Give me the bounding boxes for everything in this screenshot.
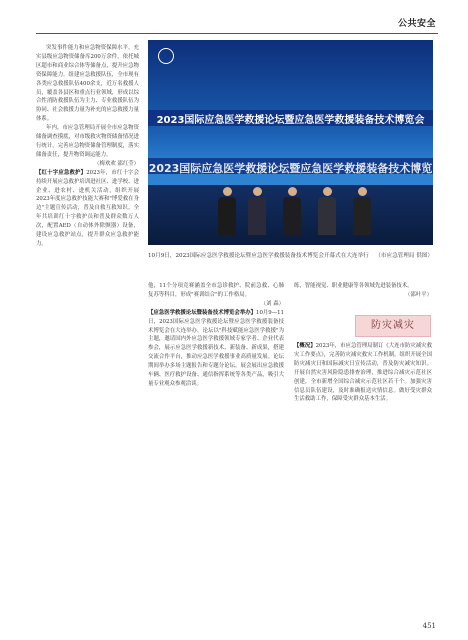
column-2 [148,282,284,616]
col1-author: （梅欢欢 邵红莹） [94,160,139,167]
col1-paragraph-1: 突发事件能力和应急物资保障水平。充实县级应急物资储备库200万余件，依托城区超市和商业综合体等储备点，提升应急物资保障能力。组建应急救援队伍，全市现有各类应急救援队伍400余支，近万名救援人员，覆盖各县区和重点行业领域，形成以综合性消防救援队伍为主力、专业救援队伍为协同、社会救援力量为补充的应急救援力量体系。 [36,45,139,123]
person-figure [248,187,266,235]
banner-text-1: 2023国际应急医学救援论坛暨应急医学救援装备技术博览会 [156,115,425,126]
col1-paragraph-3 [36,169,139,249]
col3-paragraph-2-text: 2023年，市应急管理局制订《大连市防灾减灾救灾工作要点》，完善防灾减灾救灾工作机制。组织开展全国防灾减灾日和国际减灾日宣传活动，普及防灾减灾知识。开展自然灾害风险隐患排查治理，推进综合减灾示范社区创建，全市新增全国综合减灾示范社区若干个。加强灾害信息员队伍建设，及时准确报送灾情信息。做好受灾群众生活救助工作，保障受灾群众基本生活。 [294,343,432,403]
person-figure [283,187,301,235]
section-box-title: 防灾减灾 [355,315,431,337]
section-title: 公共安全 [397,19,436,29]
col2-paragraph-2 [148,309,284,389]
person-figure [318,187,336,235]
col1-paragraph-2: 年内，市应急管理局开展全市应急物资储备调查摸底，对市级救灾物资储备情况进行统计，完善应急物资储备管理制度，落实储备责任，提升物资调运能力。 [36,125,139,158]
header-rule [36,33,438,34]
person-figure [218,187,236,235]
caption-source: （市应急管理局 供图） [375,253,433,259]
banner-text-2: 2023国际应急医学救援论坛暨应急医学救援装备技术博览 [148,162,433,175]
column-3-bottom [294,342,432,616]
col2-paragraph-2-text: 10月9—11日，2023国际应急医学救援论坛暨应急医学救援装备技术博览会在大连举办。论坛以"科技赋能应急医学救援"为主题，邀请国内外应急医学救援领域专家学者、企业代表参会，展示应急医学救援新技术、新装备、新成果，搭建交流合作平台，推动应急医学救援事业高质量发展。论坛期间举办多场主题报告和专题分论坛，展会展出应急救援车辆、医疗救护设备、通信指挥系统等各类产品，吸引大量专业观众参观洽谈。 [148,309,284,387]
col1-heading: 【红十字应急救护】 [36,169,87,176]
column-1 [36,44,139,616]
col2-paragraph-1: 他，11个分项竞赛涵盖全市急诊救护、院前急救、心肺复苏等科目，形成"赛训结合"的工作格局。 [148,283,284,298]
col2-heading: 【应急医学救援论坛暨装备技术博览会举办】 [148,309,257,316]
col3-heading: 【概况】 [294,343,316,349]
col3-paragraph-1: 练，智能视觉、职业健康等各领域先进装备技术。 [294,283,413,289]
photo-caption [148,252,433,261]
page-number: 451 [422,622,436,630]
col1-paragraph-3-text: 2023年，市红十字会持续开展应急救护培训进社区、进学校、进企业、进农村、进机关活动，组织开展2023年度应急救护技能大赛和"博爱救在身边"主题宣传活动，普及自救互救知识。全年共培训红十字救护员和普及群众数万人次，配置AED（自动体外除颤器）设备，建设应急救护站点，提升群众应急救护能力。 [36,169,139,247]
col2-author: （刘 森） [260,300,284,307]
person-figure [353,187,371,235]
col3-author: （邵叶平） [405,291,432,298]
conference-photo [148,40,433,245]
col3-paragraph-2 [294,342,432,404]
forum-logo-icon [158,48,174,64]
caption-text: 10月9日，2023国际应急医学救援论坛暨应急医学救援装备技术博览会开幕式在大连举行 [148,253,369,259]
column-3-top [294,282,432,312]
